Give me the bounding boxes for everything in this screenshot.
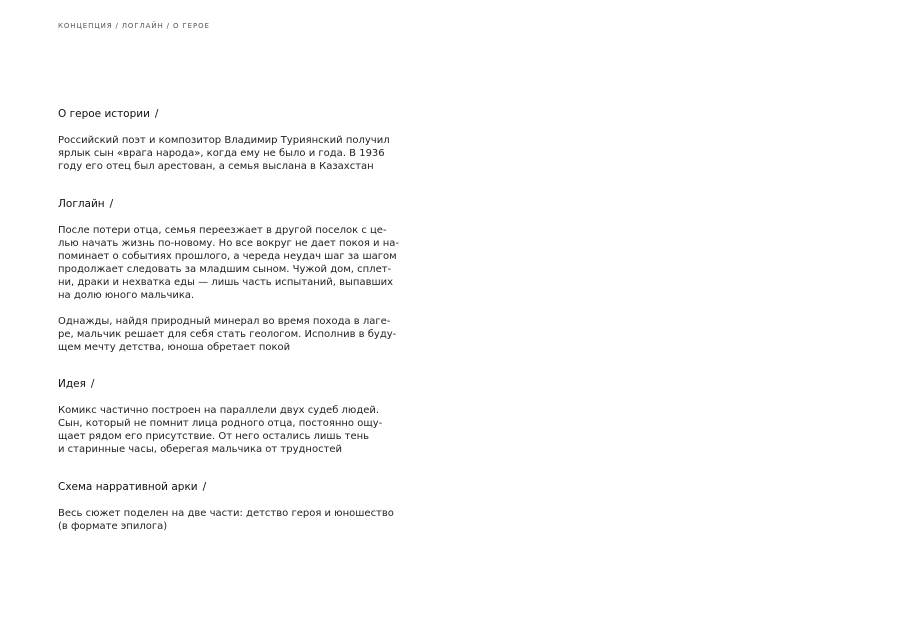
text-line: на долю юного мальчика. [58,290,195,301]
text-line: Комикс частично построен на параллели двух судеб людей. [58,405,380,416]
section-hero [58,108,398,173]
breadcrumb-item-logline[interactable]: ЛОГЛАЙН [121,22,164,30]
title-slash: / [90,378,95,390]
breadcrumb-item-concept[interactable]: КОНЦЕПЦИЯ [58,22,113,30]
section-title-logline [58,198,398,211]
text-line: Российский поэт и композитор Владимир Туриянский получил [58,135,390,146]
section-logline [58,198,398,354]
paragraph-arc [58,507,398,533]
section-title-arc [58,481,398,494]
section-title-text: Схема нарративной арки [58,481,198,493]
section-title-hero [58,108,398,121]
text-line: Сын, который не помнит лица родного отца, постоянно ощу- [58,418,383,429]
text-line: щем мечту детства, юноша обретает покой [58,342,291,353]
section-title-text: Идея [58,378,86,390]
breadcrumb-item-hero[interactable]: О ГЕРОЕ [172,22,210,30]
text-line: поминает о событиях прошлого, а череда неудач шаг за шагом [58,251,397,262]
text-line: ре, мальчик решает для себя стать геологом. Исполнив в буду- [58,329,397,340]
text-line: щает рядом его присутствие. От него остались лишь тень [58,431,370,442]
text-line: и старинные часы, оберегая мальчика от трудностей [58,444,343,455]
section-narrative-arc [58,481,398,533]
text-line: ярлык сын «врага народа», когда ему не было и года. В 1936 [58,148,385,159]
breadcrumb [58,22,210,30]
title-slash: / [202,481,207,493]
text-line: Однажды, найдя природный минерал во время похода в лаге- [58,316,391,327]
text-line: лью начать жизнь по-новому. Но все вокруг не дает покоя и на- [58,238,399,249]
section-title-text: Логлайн [58,198,105,210]
paragraph-logline-2 [58,315,398,354]
text-line: После потери отца, семья переезжает в другой поселок с це- [58,225,387,236]
breadcrumb-separator: / [115,22,119,30]
section-idea [58,378,398,456]
text-line: Весь сюжет поделен на две части: детство героя и юношество [58,508,394,519]
title-slash: / [154,108,159,120]
section-title-idea [58,378,398,391]
title-slash: / [109,198,114,210]
paragraph-logline-1 [58,224,398,302]
text-line: году его отец был арестован, а семья выслана в Казахстан [58,161,374,172]
text-line: продолжает следовать за младшим сыном. Чужой дом, сплет- [58,264,392,275]
paragraph-hero [58,134,398,173]
breadcrumb-separator: / [166,22,170,30]
paragraph-idea [58,404,398,456]
text-line: ни, драки и нехватка еды — лишь часть испытаний, выпавших [58,277,394,288]
section-title-text: О герое истории [58,108,150,120]
text-line: (в формате эпилога) [58,521,168,532]
